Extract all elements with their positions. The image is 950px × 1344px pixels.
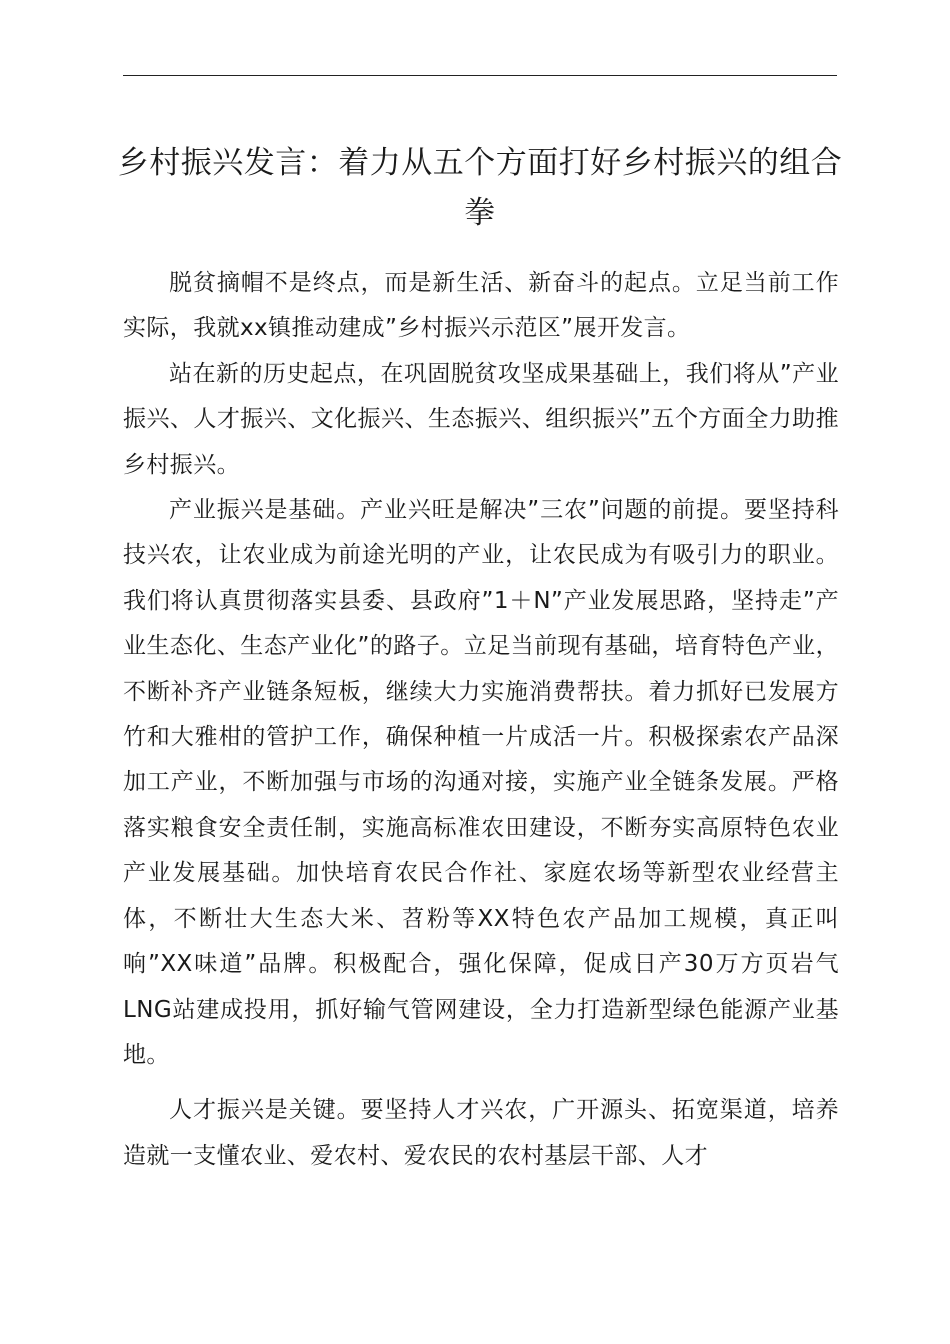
- paragraph-1: 脱贫摘帽不是终点，而是新生活、新奋斗的起点。立足当前工作实际，我就xx镇推动建成”乡村振兴示范区”展开发言。: [123, 270, 839, 342]
- paragraph-3: 产业振兴是基础。产业兴旺是解决”三农”问题的前提。要坚持科技兴农，让农业成为前途光明的产业，让农民成为有吸引力的职业。我们将认真贯彻落实县委、县政府”1＋N”产业发展思路，坚持走”产业生态化、生态产业化”的路子。立足当前现有基础，培育特色产业，不断补齐产业链条短板，继续大力实施消费帮扶。着力抓好已发展方竹和大雅柑的管护工作，确保种植一片成活一片。积极探索农产品深加工产业，不断加强与市场的沟通对接，实施产业全链条发展。严格落实粮食安全责任制，实施高标准农田建设，不断夯实高原特色农业产业发展基础。加快培育农民合作社、家庭农场等新型农业经营主体，不断壮大生态大米、苕粉等XX特色农产品加工规模，真正叫响”XX味道”品牌。积极配合，强化保障，促成日产30万方页岩气LNG站建成投用，抓好输气管网建设，全力打造新型绿色能源产业基地。: [123, 497, 839, 1068]
- header-rule: [123, 75, 837, 76]
- paragraph-2: 站在新的历史起点，在巩固脱贫攻坚成果基础上，我们将从”产业振兴、人才振兴、文化振兴、生态振兴、组织振兴”五个方面全力助推乡村振兴。: [123, 360, 839, 478]
- paragraph-4: 人才振兴是关键。要坚持人才兴农，广开源头、拓宽渠道，培养造就一支懂农业、爱农村、爱农民的农村基层干部、人才: [123, 1097, 839, 1169]
- document-title: 乡村振兴发言：着力从五个方面打好乡村振兴的组合拳: [117, 145, 843, 231]
- document-body: [123, 261, 839, 1179]
